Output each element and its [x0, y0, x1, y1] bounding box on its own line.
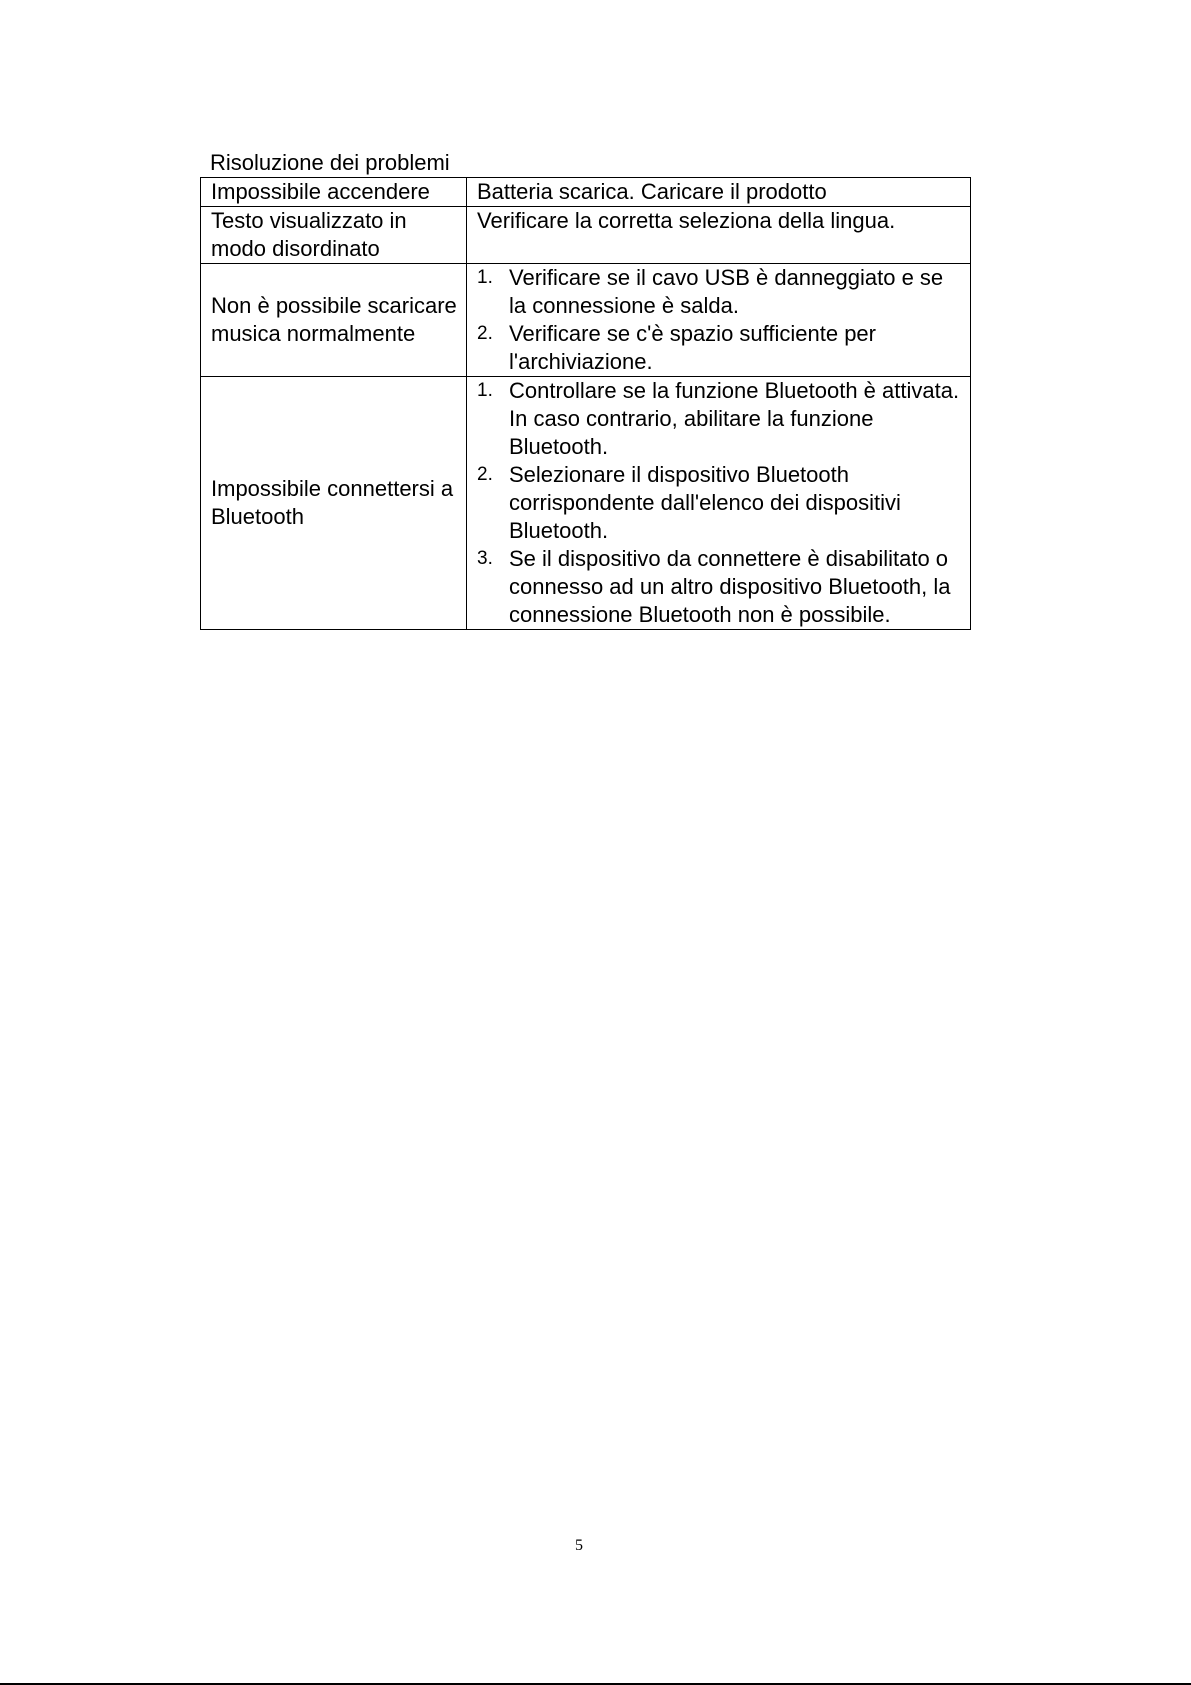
step-number: 2.	[477, 464, 493, 485]
solution-steps	[477, 377, 964, 629]
solution-cell	[467, 264, 971, 377]
list-item	[477, 377, 964, 461]
step-text: Selezionare il dispositivo Bluetooth corrispondente dall'elenco dei dispositivi Bluetooth.	[509, 462, 901, 543]
table-row	[201, 264, 971, 377]
table-row	[201, 207, 971, 264]
step-number: 2.	[477, 323, 493, 344]
problem-cell: Testo visualizzato in modo disordinato	[201, 207, 467, 264]
solution-cell: Verificare la corretta seleziona della lingua.	[467, 207, 971, 264]
step-text: Se il dispositivo da connettere è disabilitato o connesso ad un altro dispositivo Bluetooth, la connessione Bluetooth non è possibile.	[509, 546, 951, 627]
solution-steps	[477, 264, 964, 376]
troubleshooting-table	[200, 177, 971, 630]
solution-cell	[467, 377, 971, 630]
step-number: 3.	[477, 548, 493, 569]
table-row	[201, 178, 971, 207]
list-item	[477, 461, 964, 545]
list-item	[477, 545, 964, 629]
problem-cell: Non è possibile scaricare musica normalmente	[201, 264, 467, 377]
step-text: Controllare se la funzione Bluetooth è attivata. In caso contrario, abilitare la funzione Bluetooth.	[509, 378, 960, 459]
problem-cell: Impossibile accendere	[201, 178, 467, 207]
problem-cell: Impossibile connettersi a Bluetooth	[201, 377, 467, 630]
list-item	[477, 264, 964, 320]
table-row	[201, 377, 971, 630]
step-number: 1.	[477, 380, 493, 401]
page-title: Risoluzione dei problemi	[210, 150, 450, 175]
step-text: Verificare se il cavo USB è danneggiato e se la connessione è salda.	[509, 265, 944, 318]
list-item	[477, 320, 964, 376]
step-number: 1.	[477, 267, 493, 288]
solution-cell: Batteria scarica. Caricare il prodotto	[467, 178, 971, 207]
page-number: 5	[575, 1537, 583, 1554]
step-text: Verificare se c'è spazio sufficiente per l'archiviazione.	[509, 321, 876, 374]
